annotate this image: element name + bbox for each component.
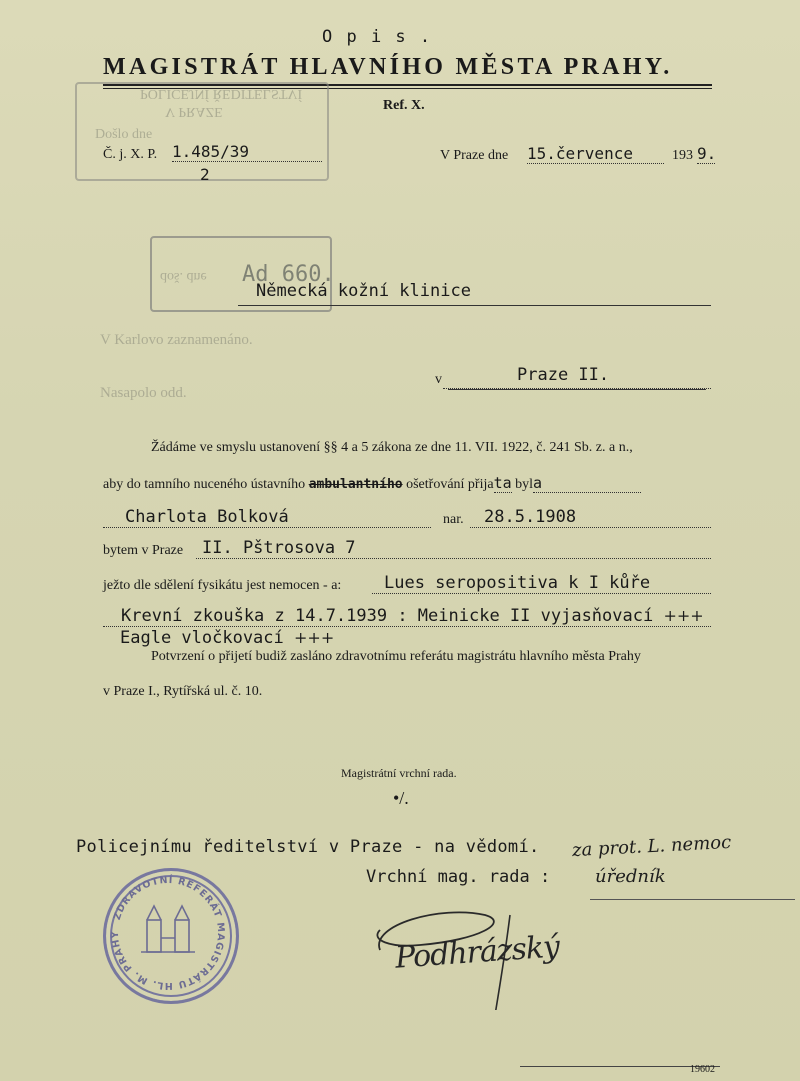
handwritten-rule	[590, 899, 795, 900]
blood-test-field	[103, 606, 711, 627]
svg-text:ZDRAVOTNÍ REFERÁT MAGISTRÁTU H	[110, 874, 226, 991]
blood-test-mark: +++	[663, 606, 704, 625]
diagnosis-label: ježto dle sdělení fysikátu jest nemocen - a:	[103, 578, 342, 593]
confirm-line-2: v Praze I., Rytířská ul. č. 10.	[103, 684, 263, 699]
address-value: II. Pštrosova 7	[202, 538, 356, 558]
body-line-2-b: ošetřování přija	[406, 477, 494, 492]
addressee-place-text: Praze II.	[517, 365, 610, 385]
signature: Podhrázský	[393, 929, 561, 976]
fill-a: a	[533, 474, 641, 493]
born-field	[470, 507, 711, 528]
official-title: Magistrátní vrchní rada.	[341, 766, 457, 780]
faint-stamp-line-2: V PRAZE	[165, 104, 223, 119]
received-stamp-tail: doš. dne	[160, 269, 207, 284]
faint-stamp-line-1: POLICEJNÍ ŘEDITELSTVÍ	[140, 86, 303, 101]
issuer-title: MAGISTRÁT HLAVNÍHO MĚSTA PRAHY.	[103, 54, 673, 80]
eagle-text: Eagle vločkovací	[120, 628, 284, 648]
ref-label: Ref. X.	[383, 98, 425, 113]
sig-mark: •/.	[393, 788, 409, 808]
body-intro: Žádáme ve smyslu ustanovení §§ 4 a 5 zákona ze dne 11. VII. 1922, č. 241 Sb. z. a n.,	[151, 440, 633, 455]
address-field	[196, 538, 711, 559]
file-number-text: 1.485/39	[172, 142, 250, 161]
date-value-field	[527, 144, 664, 164]
faint-stamp-line-3: Došlo dne	[95, 127, 153, 142]
addressee-name-text: Německá kožní klinice	[256, 281, 471, 301]
eagle-line	[120, 628, 334, 648]
eagle-mark: +++	[294, 628, 335, 647]
seal-text: ZDRAVOTNÍ REFERÁT MAGISTRÁTU HL. M. PRAHY	[109, 874, 227, 992]
struck-word: ambulantního	[308, 477, 403, 492]
born-label: nar.	[443, 512, 464, 527]
body-line-2-a: aby do tamního nuceného ústavního	[103, 477, 306, 492]
seal-graphic	[103, 868, 233, 998]
signer-label: Vrchní mag. rada :	[366, 867, 551, 887]
patient-name: Charlota Bolková	[125, 507, 289, 527]
body-line-2	[103, 474, 641, 493]
year-suffix: 9.	[697, 144, 717, 163]
confirm-line-1: Potvrzení o přijetí budiž zasláno zdravotnímu referátu magistrátu hlavního města Prahy	[151, 649, 641, 664]
received-stamp-number: Ad 660.	[242, 262, 335, 287]
blood-test: Krevní zkouška z 14.7.1939 : Meinicke II vyjasňovací	[121, 606, 654, 626]
addressee-place-prefix: v	[435, 372, 442, 387]
copy-mark: O p i s .	[322, 27, 433, 47]
patient-name-field	[103, 507, 431, 528]
handwritten-note-1: za prot. L. nemoc	[571, 831, 732, 862]
diagnosis-field	[372, 573, 711, 594]
date-label: V Praze dne	[440, 148, 509, 163]
born-value: 28.5.1908	[484, 507, 577, 527]
year-prefix: 193	[672, 148, 693, 163]
addressee-name	[238, 281, 711, 306]
address-label: bytem v Praze	[103, 543, 184, 558]
date-value: 15.července	[527, 144, 633, 163]
file-number-value	[172, 142, 322, 162]
faint-stamp-line-5: Nasapolo odd.	[100, 385, 187, 401]
body-line-2-c: byl	[515, 477, 534, 492]
diagnosis-value: Lues seropositiva k I kůře	[384, 573, 651, 593]
notice-line: Policejnímu ředitelství v Praze - na vědomí.	[76, 837, 540, 857]
file-number-sub: 2	[200, 165, 210, 184]
addressee-place	[443, 365, 711, 389]
print-code: 19602	[690, 1064, 715, 1075]
handwritten-note-2: úředník	[595, 866, 666, 887]
official-seal	[103, 868, 239, 1004]
file-number-label: Č. j. X. P.	[103, 147, 158, 162]
faint-stamp-line-4: V Karlovo zaznamenáno.	[100, 332, 253, 348]
fill-ta: ta	[493, 474, 512, 492]
